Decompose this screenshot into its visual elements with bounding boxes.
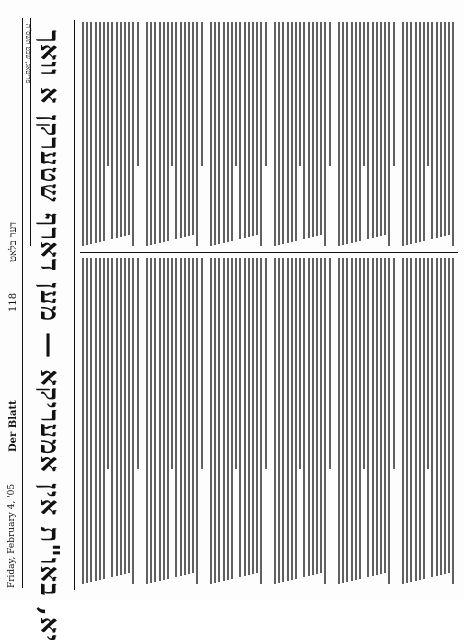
text-line <box>244 258 246 576</box>
text-line <box>329 258 331 469</box>
text-line <box>163 22 165 242</box>
text-line <box>448 22 450 235</box>
text-line <box>244 22 246 238</box>
text-column <box>146 256 206 586</box>
text-line <box>324 22 326 246</box>
text-line <box>231 22 233 241</box>
text-line <box>303 258 305 577</box>
text-line <box>363 22 365 166</box>
text-line <box>316 258 318 574</box>
page-number: 118 <box>8 292 19 312</box>
text-line <box>260 22 262 246</box>
text-line <box>154 22 156 244</box>
text-line <box>388 22 390 246</box>
text-line <box>448 258 450 573</box>
text-line <box>308 22 310 238</box>
headline: יא, באו"ת אין אמעריקא — מען דארף שטערקן א וואך <box>34 30 64 642</box>
text-line <box>107 22 109 166</box>
text-line <box>351 22 353 243</box>
text-line <box>235 258 237 469</box>
text-column <box>82 20 142 248</box>
text-line <box>128 258 130 573</box>
text-line <box>346 22 348 244</box>
bottom-section-rule <box>80 252 458 253</box>
text-line <box>180 258 182 576</box>
text-line <box>329 22 331 166</box>
text-line <box>410 22 412 244</box>
text-line <box>303 22 305 239</box>
text-line <box>346 258 348 582</box>
text-line <box>299 258 301 469</box>
text-line <box>99 22 101 242</box>
text-line <box>201 258 203 469</box>
text-line <box>355 258 357 580</box>
text-line <box>260 258 262 584</box>
text-column <box>146 20 206 248</box>
text-line <box>154 258 156 582</box>
text-line <box>372 258 374 576</box>
text-line <box>120 258 122 575</box>
text-line <box>227 22 229 242</box>
text-column <box>402 256 458 586</box>
text-line <box>90 22 92 244</box>
text-line <box>274 22 276 246</box>
date-header: Friday, February 4, '05 <box>7 483 17 588</box>
text-line <box>192 258 194 573</box>
text-line <box>137 22 139 166</box>
text-column <box>210 20 270 248</box>
text-line <box>248 258 250 575</box>
text-line <box>320 22 322 235</box>
text-line <box>452 22 454 246</box>
text-line <box>291 22 293 242</box>
text-line <box>256 258 258 573</box>
text-line <box>111 258 113 577</box>
text-line <box>99 258 101 580</box>
text-line <box>384 258 386 573</box>
text-line <box>274 258 276 584</box>
text-line <box>137 258 139 469</box>
text-line <box>90 258 92 582</box>
body-rule <box>74 20 75 590</box>
text-line <box>167 22 169 241</box>
text-line <box>312 22 314 237</box>
text-line <box>299 22 301 166</box>
text-line <box>295 22 297 241</box>
text-line <box>427 258 429 469</box>
text-line <box>192 22 194 235</box>
text-line <box>423 22 425 241</box>
text-line <box>82 258 84 584</box>
text-column <box>274 256 334 586</box>
text-line <box>393 22 395 166</box>
masthead-text: פריטאג, שבט תשס"ה <box>24 24 32 84</box>
text-line <box>440 258 442 575</box>
text-line <box>342 22 344 245</box>
text-line <box>380 258 382 574</box>
text-line <box>201 22 203 166</box>
text-line <box>196 258 198 584</box>
text-column <box>338 256 398 586</box>
text-line <box>384 22 386 235</box>
text-line <box>86 258 88 583</box>
text-line <box>82 22 84 246</box>
text-line <box>239 258 241 577</box>
text-line <box>342 258 344 583</box>
text-line <box>415 22 417 243</box>
text-line <box>359 22 361 241</box>
text-line <box>338 258 340 584</box>
text-line <box>223 258 225 581</box>
text-line <box>410 258 412 582</box>
text-line <box>252 22 254 236</box>
text-column <box>82 256 142 586</box>
text-line <box>103 258 105 579</box>
text-line <box>431 258 433 577</box>
text-line <box>291 258 293 580</box>
text-line <box>402 22 404 246</box>
text-line <box>210 258 212 584</box>
header-rule <box>22 18 23 588</box>
text-line <box>218 258 220 582</box>
text-line <box>180 22 182 238</box>
text-line <box>388 258 390 584</box>
text-line <box>150 258 152 583</box>
text-line <box>351 258 353 581</box>
text-line <box>440 22 442 237</box>
text-line <box>223 22 225 243</box>
text-line <box>111 22 113 239</box>
text-line <box>95 258 97 581</box>
text-line <box>444 258 446 574</box>
text-line <box>278 258 280 583</box>
text-line <box>320 258 322 573</box>
text-line <box>171 258 173 469</box>
text-line <box>282 258 284 582</box>
text-line <box>188 22 190 236</box>
text-line <box>116 258 118 576</box>
text-line <box>308 258 310 576</box>
text-line <box>419 258 421 580</box>
text-line <box>184 22 186 237</box>
text-line <box>324 258 326 584</box>
text-line <box>248 22 250 237</box>
text-line <box>423 258 425 579</box>
text-line <box>132 22 134 246</box>
text-line <box>265 258 267 469</box>
text-line <box>184 258 186 575</box>
text-line <box>231 258 233 579</box>
text-column <box>338 20 398 248</box>
text-line <box>95 22 97 243</box>
text-line <box>239 22 241 239</box>
text-line <box>171 22 173 166</box>
text-line <box>132 258 134 584</box>
text-line <box>452 258 454 584</box>
text-line <box>406 22 408 245</box>
text-line <box>214 258 216 583</box>
text-line <box>146 258 148 584</box>
text-line <box>103 22 105 241</box>
text-line <box>427 22 429 166</box>
text-line <box>188 258 190 574</box>
text-line <box>150 22 152 245</box>
text-line <box>316 22 318 236</box>
text-line <box>415 258 417 581</box>
text-line <box>167 258 169 579</box>
text-line <box>406 258 408 583</box>
text-column <box>210 256 270 586</box>
text-line <box>359 258 361 579</box>
text-line <box>146 22 148 246</box>
text-line <box>338 22 340 246</box>
text-line <box>265 22 267 166</box>
text-line <box>282 22 284 244</box>
text-line <box>159 22 161 243</box>
text-line <box>86 22 88 245</box>
text-column <box>402 20 458 248</box>
running-head-yiddish: דער בלאט <box>8 221 19 262</box>
text-line <box>210 22 212 246</box>
text-line <box>175 258 177 577</box>
text-line <box>287 22 289 243</box>
running-head: Der Blatt <box>8 400 19 452</box>
text-line <box>218 22 220 244</box>
text-line <box>214 22 216 245</box>
headline-block <box>28 30 64 642</box>
text-line <box>116 22 118 238</box>
text-line <box>380 22 382 236</box>
text-line <box>312 258 314 575</box>
text-line <box>196 22 198 246</box>
text-line <box>436 22 438 238</box>
text-line <box>367 258 369 577</box>
text-line <box>163 258 165 580</box>
text-line <box>287 258 289 581</box>
text-line <box>444 22 446 236</box>
text-line <box>393 258 395 469</box>
text-line <box>124 22 126 236</box>
text-line <box>419 22 421 242</box>
text-line <box>363 258 365 469</box>
text-line <box>252 258 254 574</box>
text-line <box>159 258 161 581</box>
text-line <box>431 22 433 239</box>
text-line <box>124 258 126 574</box>
text-line <box>376 22 378 237</box>
text-line <box>107 258 109 469</box>
text-line <box>372 22 374 238</box>
text-line <box>128 22 130 235</box>
text-line <box>227 258 229 580</box>
text-line <box>235 22 237 166</box>
text-line <box>295 258 297 579</box>
text-line <box>402 258 404 584</box>
text-line <box>436 258 438 576</box>
text-line <box>256 22 258 235</box>
text-line <box>278 22 280 245</box>
text-line <box>376 258 378 575</box>
text-column <box>274 20 334 248</box>
text-line <box>175 22 177 239</box>
text-line <box>367 22 369 239</box>
text-line <box>355 22 357 242</box>
text-line <box>120 22 122 237</box>
